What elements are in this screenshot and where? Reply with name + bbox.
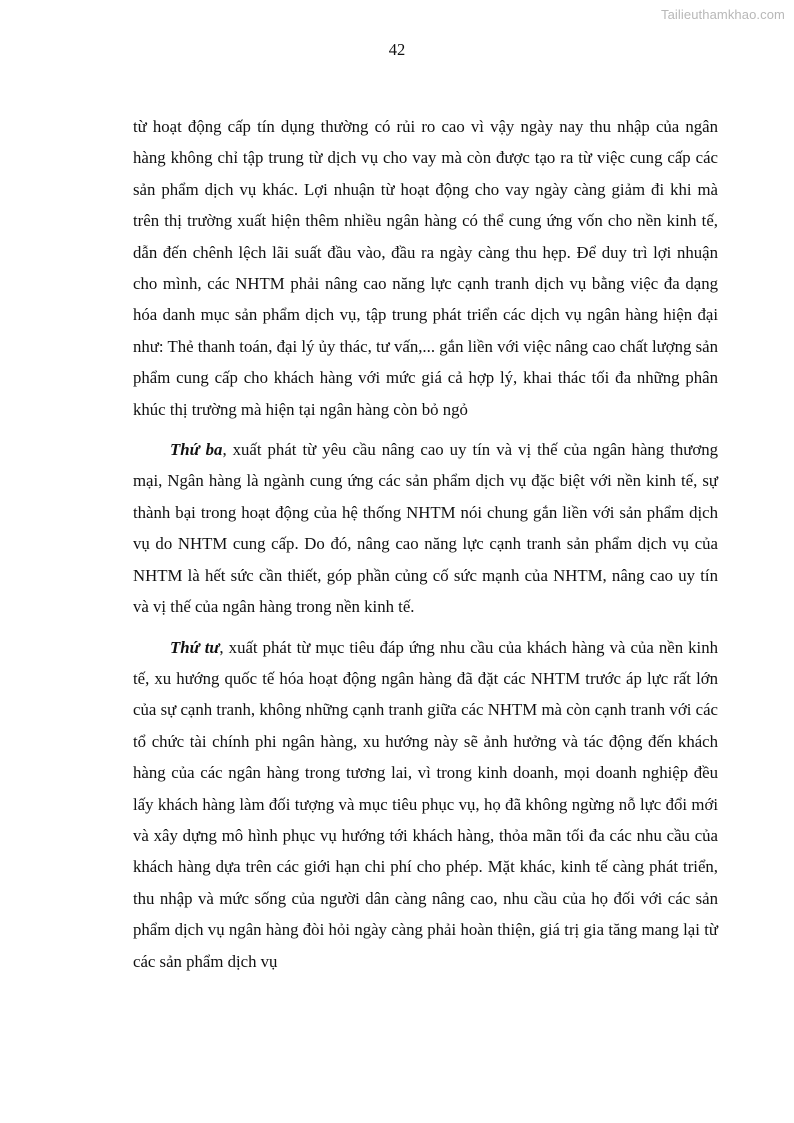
paragraph-lead: Thứ tư	[170, 637, 220, 657]
paragraph-continuation	[133, 111, 718, 425]
paragraph-text: , xuất phát từ yêu cầu nâng cao uy tín và vị thế của ngân hàng thương mại, Ngân hàng là ngành cung ứng các sản phẩm dịch vụ đặc biệt với nền kinh tế, sự thành bại trong hoạt động của hệ thống NHTM nói chung gắn liền với sản phẩm dịch vụ do NHTM cung cấp. Do đó, nâng cao năng lực cạnh tranh sản phẩm dịch vụ của NHTM là hết sức cần thiết, góp phần củng cố sức mạnh của NHTM, nâng cao uy tín và vị thế của ngân hàng trong nền kinh tế.	[133, 440, 718, 617]
watermark-text: Tailieuthamkhao.com	[660, 7, 785, 22]
paragraph-text: , xuất phát từ mục tiêu đáp ứng nhu cầu của khách hàng và của nền kinh tế, xu hướng quốc tế hóa hoạt động ngân hàng đã đặt các NHTM trước áp lực rất lớn của sự cạnh tranh, không những cạnh tranh giữa các NHTM mà còn cạnh tranh với các tổ chức tài chính phi ngân hàng, xu hướng này sẽ ảnh hưởng và tác động đến khách hàng của các ngân hàng trong tương lai, vì trong kinh doanh, mọi doanh nghiệp đều lấy khách hàng làm đối tượng và mục tiêu phục vụ, họ đã không ngừng nỗ lực đổi mới và xây dựng mô hình phục vụ hướng tới khách hàng, thỏa mãn tối đa các nhu cầu của khách hàng dựa trên các giới hạn chi phí cho phép. Mặt khác, kinh tế càng phát triển, thu nhập và mức sống của người dân càng nâng cao, nhu cầu của họ đối với các sản phẩm dịch vụ ngân hàng đòi hỏi ngày càng phải hoàn thiện, giá trị gia tăng mang lại từ các sản phẩm dịch vụ	[133, 637, 718, 971]
paragraph-thu-ba	[133, 434, 718, 622]
document-body	[133, 111, 718, 977]
paragraph-lead: Thứ ba	[170, 440, 223, 460]
paragraph-thu-tu	[133, 632, 718, 977]
paragraph-text: từ hoạt động cấp tín dụng thường có rủi ro cao vì vậy ngày nay thu nhập của ngân hàng không chỉ tập trung từ dịch vụ cho vay mà còn được tạo ra từ việc cung cấp các sản phẩm dịch vụ khác. Lợi nhuận từ hoạt động cho vay ngày càng giảm đi khi mà trên thị trường xuất hiện thêm nhiều ngân hàng có thể cung ứng vốn cho nền kinh tế, dẫn đến chênh lệch lãi suất đầu vào, đầu ra ngày càng thu hẹp. Để duy trì lợi nhuận cho mình, các NHTM phải nâng cao năng lực cạnh tranh dịch vụ bằng việc đa dạng hóa danh mục sản phẩm dịch vụ, tập trung phát triển các dịch vụ ngân hàng hiện đại như: Thẻ thanh toán, đại lý ủy thác, tư vấn,... gắn liền với việc nâng cao chất lượng sản phẩm cung cấp cho khách hàng với mức giá cả hợp lý, khai thác tối đa những phân khúc thị trường mà hiện tại ngân hàng còn bỏ ngỏ	[133, 117, 718, 419]
page-number: 42	[388, 40, 406, 59]
